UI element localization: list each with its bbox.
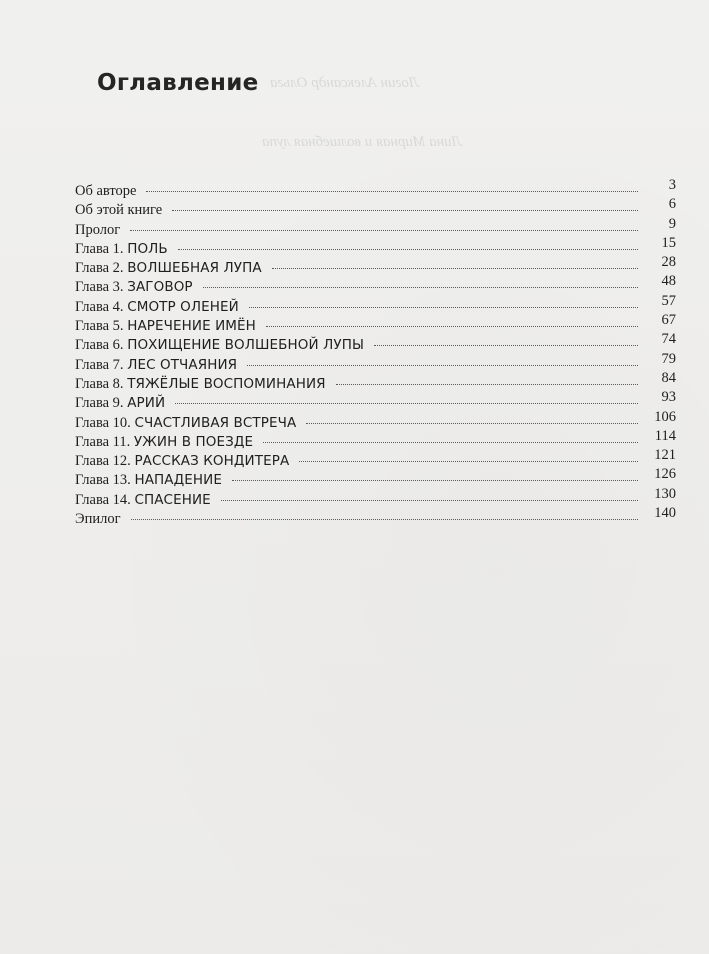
- toc-entry: [75, 485, 676, 508]
- toc-entry: [75, 504, 676, 528]
- toc-entry-title: АРИЙ: [127, 395, 166, 412]
- dot-leader: [260, 311, 676, 330]
- toc-entry-title: РАССКАЗ КОНДИТЕРА: [134, 453, 290, 470]
- toc-entry: [75, 272, 676, 296]
- toc-entry-label: Глава 13.: [75, 472, 135, 489]
- toc-entry: [75, 292, 676, 315]
- toc-page-number: 140: [654, 505, 676, 522]
- bleed-through-text-1: Логин Александр Ольга: [270, 75, 419, 91]
- toc-page-number: 121: [654, 447, 676, 464]
- dot-leader: [226, 465, 676, 484]
- toc-entry: [75, 311, 676, 335]
- toc-page-number: 57: [661, 292, 676, 309]
- toc-entry-title: ЛЕС ОТЧАЯНИЯ: [127, 356, 238, 373]
- toc-page-number: 106: [654, 408, 676, 425]
- dot-leader: [330, 369, 676, 388]
- toc-entry-label: Глава 1.: [75, 240, 128, 257]
- toc-entry-title: НАРЕЧЕНИЕ ИМЁН: [127, 318, 256, 335]
- dot-leader: [266, 253, 676, 272]
- toc-entry-label: Глава 12.: [75, 453, 135, 470]
- toc-entry-label: Глава 6.: [75, 337, 128, 354]
- toc-entry-title: ЗАГОВОР: [127, 279, 193, 296]
- dot-leader: [243, 292, 676, 311]
- toc-entry-label: Глава 11.: [75, 433, 134, 450]
- table-of-contents: [75, 176, 676, 528]
- toc-page-number: 28: [661, 254, 676, 271]
- toc-entry-label: Глава 9.: [75, 395, 128, 412]
- toc-entry-label: Эпилог: [75, 511, 121, 528]
- dot-leader: [172, 234, 676, 253]
- toc-entry: [75, 427, 676, 450]
- dot-leader: [166, 195, 676, 214]
- dot-leader: [125, 504, 676, 523]
- toc-entry-label: Глава 2.: [75, 260, 128, 277]
- toc-page-number: 9: [668, 215, 676, 232]
- toc-entry-title: СМОТР ОЛЕНЕЙ: [127, 298, 239, 315]
- toc-entry-title: УЖИН В ПОЕЗДЕ: [133, 433, 254, 450]
- toc-page-number: 6: [668, 196, 676, 213]
- dot-leader: [197, 272, 676, 291]
- toc-entry-label: Пролог: [75, 221, 121, 238]
- dot-leader: [300, 408, 676, 427]
- toc-entry: [75, 465, 676, 489]
- toc-entry: [75, 446, 676, 470]
- dot-leader: [241, 350, 676, 369]
- toc-entry: [75, 176, 676, 199]
- toc-page-number: 114: [654, 427, 676, 444]
- toc-page-number: 74: [661, 331, 676, 348]
- dot-leader: [215, 485, 676, 504]
- toc-entry-title: СЧАСТЛИВАЯ ВСТРЕЧА: [134, 414, 297, 431]
- toc-entry-label: Глава 8.: [75, 375, 128, 392]
- toc-page-number: 48: [661, 273, 676, 290]
- toc-entry: [75, 195, 676, 219]
- dot-leader: [293, 446, 676, 465]
- toc-entry: [75, 408, 676, 431]
- toc-entry: [75, 350, 676, 373]
- toc-page-number: 93: [661, 389, 676, 406]
- dot-leader: [257, 427, 676, 446]
- toc-entry-title: НАПАДЕНИЕ: [134, 472, 222, 489]
- toc-entry: [75, 253, 676, 277]
- toc-entry: [75, 234, 676, 257]
- page-title: Оглавление: [97, 70, 259, 96]
- toc-entry-title: ПОЛЬ: [127, 240, 168, 257]
- toc-entry-label: Глава 4.: [75, 298, 128, 315]
- dot-leader: [124, 215, 676, 234]
- toc-entry-label: Об авторе: [75, 183, 137, 199]
- bleed-through-text-2: Лина Мирная и волшебная лупа: [262, 134, 462, 150]
- toc-entry: [75, 330, 676, 354]
- toc-entry-label: Об этой книге: [75, 202, 163, 219]
- toc-page-number: 126: [654, 466, 676, 483]
- dot-leader: [169, 388, 676, 407]
- toc-entry-label: Глава 3.: [75, 279, 128, 296]
- toc-page-number: 130: [654, 485, 676, 502]
- toc-entry-label: Глава 10.: [75, 414, 135, 431]
- toc-entry: [75, 388, 676, 412]
- toc-page-number: 84: [661, 369, 676, 386]
- toc-page-number: 3: [668, 177, 676, 193]
- toc-entry-title: ПОХИЩЕНИЕ ВОЛШЕБНОЙ ЛУПЫ: [127, 337, 364, 354]
- toc-entry-title: СПАСЕНИЕ: [134, 491, 211, 508]
- dot-leader: [368, 330, 676, 349]
- toc-entry-title: ТЯЖЁЛЫЕ ВОСПОМИНАНИЯ: [127, 375, 326, 392]
- toc-entry-label: Глава 7.: [75, 356, 128, 373]
- dot-leader: [140, 176, 676, 195]
- toc-entry-label: Глава 14.: [75, 491, 135, 508]
- toc-entry: [75, 215, 676, 238]
- toc-entry-title: ВОЛШЕБНАЯ ЛУПА: [127, 260, 262, 277]
- toc-page-number: 79: [661, 350, 676, 367]
- toc-entry: [75, 369, 676, 392]
- toc-page-number: 15: [661, 234, 676, 251]
- toc-page-number: 67: [661, 312, 676, 329]
- toc-entry-label: Глава 5.: [75, 318, 128, 335]
